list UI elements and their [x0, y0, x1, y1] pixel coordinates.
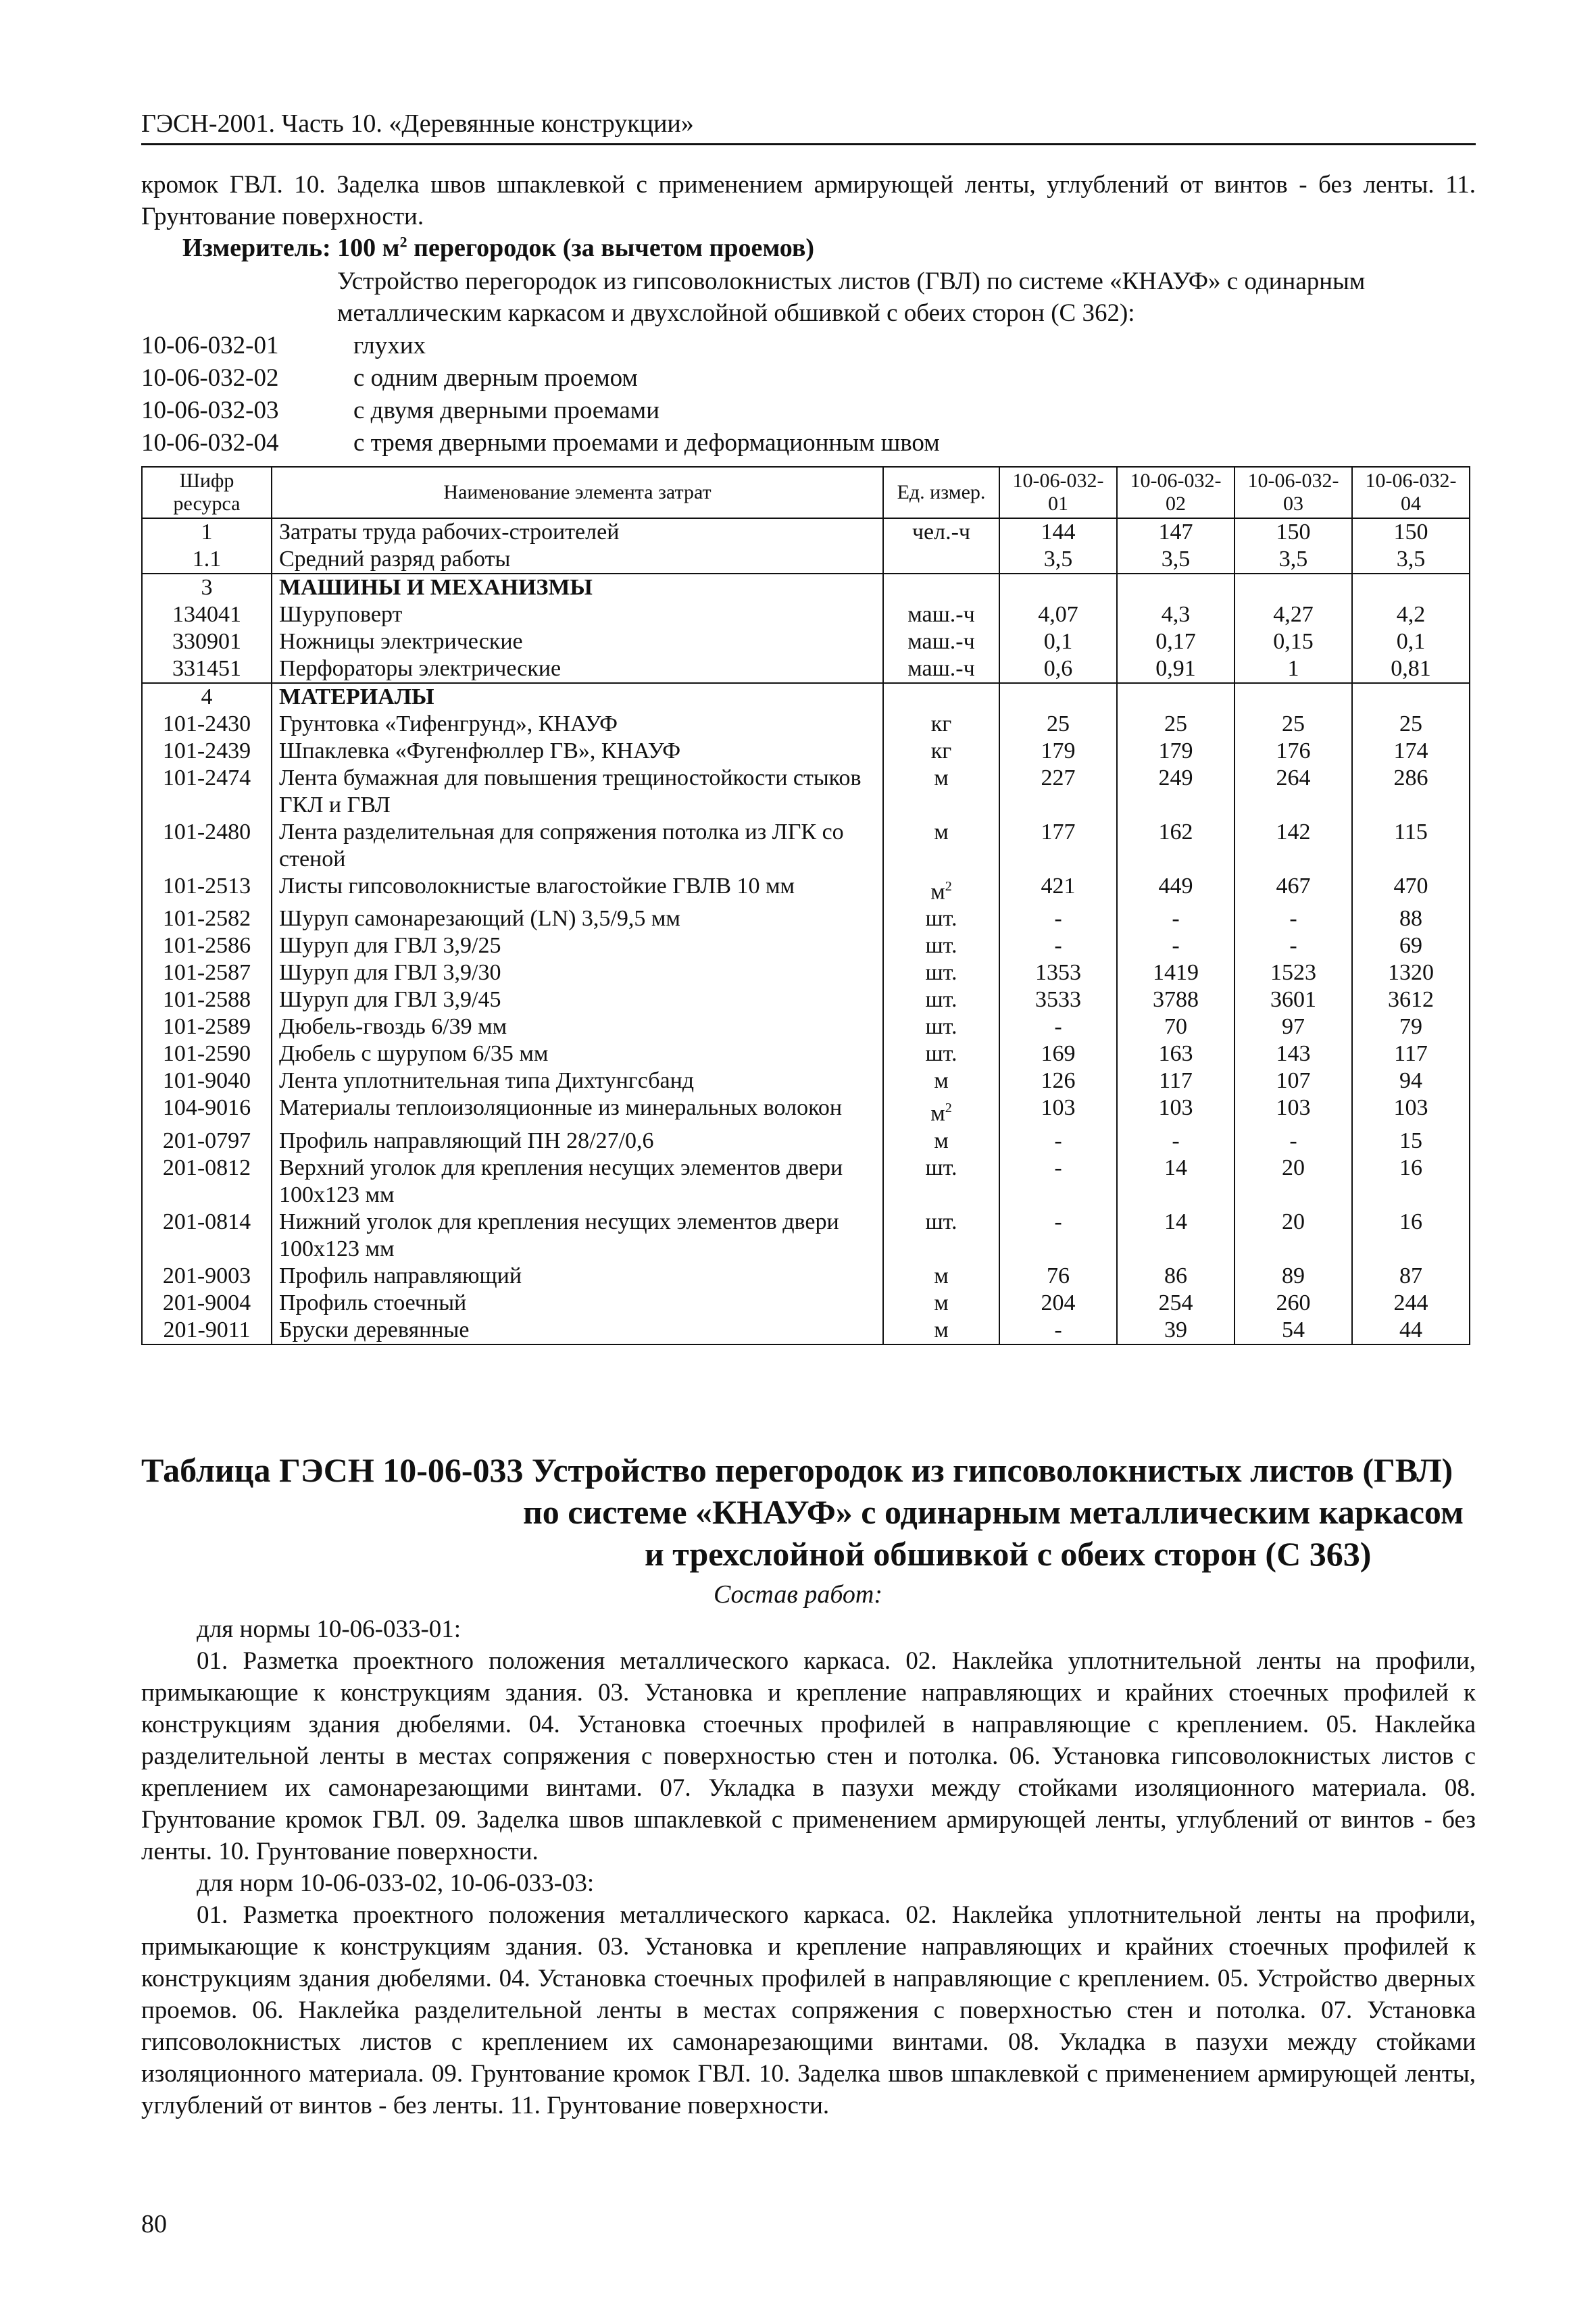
cell-value: 15: [1352, 1128, 1470, 1155]
cell-unit: [883, 765, 999, 819]
cell-unit: [883, 905, 999, 932]
col-header-c2: 10-06-032-02: [1117, 467, 1235, 518]
cell-unit: [883, 1317, 999, 1344]
col-header-c4: 10-06-032-04: [1352, 467, 1470, 518]
cell-name: Шпаклевка «Фугенфюллер ГВ», КНАУФ: [272, 738, 883, 765]
cell-value: 142: [1235, 819, 1352, 873]
cell-value: [999, 683, 1117, 711]
cell-value: 69: [1352, 932, 1470, 959]
cell-value: 25: [1235, 711, 1352, 738]
norm-codes-list: [141, 330, 1290, 459]
cell-value: 115: [1352, 819, 1470, 873]
norm-code: 10-06-032-01: [141, 332, 279, 359]
cell-name: Затраты труда рабочих-строителей: [272, 518, 883, 546]
cell-value: 20: [1235, 1209, 1352, 1263]
cell-code: 101-2430: [142, 711, 272, 738]
col-header-c3: 10-06-032-03: [1235, 467, 1352, 518]
cell-code: 3: [142, 574, 272, 601]
cell-value: 107: [1235, 1067, 1352, 1095]
cell-value: 0,91: [1117, 655, 1235, 683]
cell-unit-text: шт.: [925, 1014, 957, 1040]
cell-value: 286: [1352, 765, 1470, 819]
col-header-name: Наименование элемента затрат: [272, 467, 883, 518]
cell-unit-text: шт.: [925, 1209, 957, 1234]
cell-unit-text: шт.: [925, 906, 957, 932]
cell-unit: [883, 1040, 999, 1067]
cell-value: 179: [1117, 738, 1235, 765]
cell-unit: [883, 628, 999, 655]
cell-name: МАТЕРИАЛЫ: [272, 683, 883, 711]
cell-value: 1320: [1352, 959, 1470, 986]
cell-value: 117: [1117, 1067, 1235, 1095]
continued-text: [141, 169, 1476, 232]
cell-name: Шуруповерт: [272, 601, 883, 628]
cell-code: 330901: [142, 628, 272, 655]
cell-value: [999, 574, 1117, 601]
cell-value: -: [999, 1013, 1117, 1040]
cell-unit: [883, 574, 999, 601]
cell-value: 3612: [1352, 986, 1470, 1013]
resource-table: [141, 466, 1470, 1345]
cell-value: -: [999, 1317, 1117, 1344]
cell-value: 244: [1352, 1290, 1470, 1317]
cell-code: 1.1: [142, 546, 272, 574]
cell-value: 103: [1235, 1095, 1352, 1127]
table-row: [142, 1067, 1470, 1095]
cell-name: Нижний уголок для крепления несущих элементов двери 100х123 мм: [272, 1209, 883, 1263]
cell-unit: [883, 1067, 999, 1095]
cell-unit-text: м: [934, 820, 949, 845]
cell-value: 103: [1352, 1095, 1470, 1127]
cell-unit-text: шт.: [925, 1041, 957, 1067]
table-row: [142, 986, 1470, 1013]
cell-name: Перфораторы электрические: [272, 655, 883, 683]
norm-code: 10-06-032-03: [141, 397, 279, 424]
table-row: [142, 601, 1470, 628]
cell-unit-text: м: [934, 765, 949, 790]
cell-code: 4: [142, 683, 272, 711]
cell-code: 101-9040: [142, 1067, 272, 1095]
cell-name: Материалы теплоизоляционные из минеральных волокон: [272, 1095, 883, 1127]
cell-code: 101-2589: [142, 1013, 272, 1040]
cell-value: -: [999, 905, 1117, 932]
cell-value: 150: [1352, 518, 1470, 546]
cell-unit-text: м: [934, 1317, 949, 1342]
table-row: [142, 518, 1470, 546]
cell-unit-text: чел.-ч: [912, 520, 971, 545]
cell-value: -: [1235, 1128, 1352, 1155]
cell-value: 25: [1352, 711, 1470, 738]
cell-name: Шуруп для ГВЛ 3,9/25: [272, 932, 883, 959]
cell-name: Профиль направляющий ПН 28/27/0,6: [272, 1128, 883, 1155]
cell-name: Бруски деревянные: [272, 1317, 883, 1344]
meter-line: [182, 233, 814, 263]
cell-unit: [883, 1209, 999, 1263]
cell-code: 101-2587: [142, 959, 272, 986]
table-title-line3: и трехслойной обшивкой с обеих сторон (С 363): [645, 1535, 1372, 1573]
cell-value: 176: [1235, 738, 1352, 765]
cell-code: 101-2513: [142, 873, 272, 905]
cell-value: 44: [1352, 1317, 1470, 1344]
cell-code: 101-2586: [142, 932, 272, 959]
cell-value: 260: [1235, 1290, 1352, 1317]
table-row: [142, 1263, 1470, 1290]
cell-value: 3,5: [1117, 546, 1235, 574]
cell-unit: [883, 1290, 999, 1317]
cell-code: 101-2588: [142, 986, 272, 1013]
cell-value: -: [1235, 932, 1352, 959]
cell-value: 0,1: [999, 628, 1117, 655]
cell-unit-text: шт.: [925, 960, 957, 986]
cell-unit: [883, 518, 999, 546]
work-composition: [141, 1613, 1476, 2121]
table-row: [142, 655, 1470, 683]
cell-value: 97: [1235, 1013, 1352, 1040]
cell-value: 143: [1235, 1040, 1352, 1067]
cell-value: 449: [1117, 873, 1235, 905]
table-row: [142, 819, 1470, 873]
cell-unit-text: маш.-ч: [907, 629, 975, 654]
cell-unit-text: маш.-ч: [907, 656, 975, 681]
cell-value: 227: [999, 765, 1117, 819]
cell-unit: [883, 601, 999, 628]
meter-suffix: перегородок (за вычетом проемов): [407, 234, 815, 262]
cell-value: 16: [1352, 1209, 1470, 1263]
norm-code: 10-06-032-04: [141, 429, 279, 457]
cell-value: 147: [1117, 518, 1235, 546]
table-row: [142, 683, 1470, 711]
norm-code-row: [141, 427, 1290, 459]
cell-value: [1117, 574, 1235, 601]
norm-code: 10-06-032-02: [141, 364, 279, 392]
norm2-text: 01. Разметка проектного положения металлического каркаса. 02. Наклейка уплотнительной ленты на профили, примыкающие к конструкциям здания. 03. Установка и крепление направляющих и крайних стоечных профилей к конструкциям здания дюбелями. 04. Установка стоечных профилей в направляющие с креплением. 05. Устройство дверных проемов. 06. Наклейка разделительной ленты в местах сопряжения с поверхностью стен и потолка. 07. Установка гипсоволокнистых листов с креплением их самонарезающими винтами. 08. Укладка в пазухи между стойками изоляционного материала. 09. Грунтование кромок ГВЛ. 10. Заделка швов шпаклевкой с применением армирующей ленты, углублений от винтов - без ленты. 11. Грунтование поверхности.: [141, 1901, 1476, 2119]
table-row: [142, 1013, 1470, 1040]
cell-unit: [883, 655, 999, 683]
running-header: ГЭСН-2001. Часть 10. «Деревянные конструкции»: [141, 108, 1476, 145]
cell-value: 89: [1235, 1263, 1352, 1290]
cell-name: Шуруп для ГВЛ 3,9/45: [272, 986, 883, 1013]
cell-value: -: [1235, 905, 1352, 932]
cell-value: 4,27: [1235, 601, 1352, 628]
table-row: [142, 628, 1470, 655]
cell-unit-text: м: [934, 1128, 949, 1153]
cell-value: 1523: [1235, 959, 1352, 986]
cell-code: 201-0797: [142, 1128, 272, 1155]
cell-value: 70: [1117, 1013, 1235, 1040]
norm-desc: с одним дверным проемом: [353, 364, 638, 392]
cell-unit: [883, 959, 999, 986]
cell-value: 4,07: [999, 601, 1117, 628]
cell-unit-text: шт.: [925, 987, 957, 1013]
table-row: [142, 738, 1470, 765]
cell-value: 254: [1117, 1290, 1235, 1317]
cell-unit-text: шт.: [925, 933, 957, 959]
cell-unit-text: м: [934, 1290, 949, 1315]
table-row: [142, 546, 1470, 574]
cell-name: Шуруп для ГВЛ 3,9/30: [272, 959, 883, 986]
col-header-c1: 10-06-032-01: [999, 467, 1117, 518]
cell-value: 204: [999, 1290, 1117, 1317]
cell-value: 87: [1352, 1263, 1470, 1290]
meter-sup: 2: [399, 233, 407, 251]
cell-name: Профиль стоечный: [272, 1290, 883, 1317]
table-row: [142, 1040, 1470, 1067]
top-paragraph: кромок ГВЛ. 10. Заделка швов шпаклевкой с применением армирующей ленты, углублений от винтов - без ленты. 11. Грунтование поверхности.: [141, 171, 1476, 230]
cell-value: 103: [999, 1095, 1117, 1127]
cell-unit-text: шт.: [925, 1155, 957, 1180]
cell-unit-text: маш.-ч: [907, 602, 975, 627]
intro-text: Устройство перегородок из гипсоволокнистых листов (ГВЛ) по системе «КНАУФ» с одинарным металлическим каркасом и двухслойной обшивкой с обеих сторон (С 362):: [337, 268, 1366, 327]
cell-unit-text: м: [930, 879, 945, 905]
norm1-text: 01. Разметка проектного положения металлического каркаса. 02. Наклейка уплотнительной ленты на профили, примыкающие к конструкциям здания. 03. Установка и крепление направляющих и крайних стоечных профилей к конструкциям здания дюбелями. 04. Установка стоечных профилей в направляющие с креплением. 05. Наклейка разделительной ленты в местах сопряжения с поверхностью стен и потолка. 06. Установка гипсоволокнистых листов с креплением их самонарезающими винтами. 07. Укладка в пазухи между стойками изоляционного материала. 08. Грунтование кромок ГВЛ. 09. Заделка швов шпаклевкой с применением армирующей ленты, углублений от винтов - без ленты. 10. Грунтование поверхности.: [141, 1647, 1476, 1865]
norm-desc: глухих: [353, 332, 426, 359]
cell-value: 117: [1352, 1040, 1470, 1067]
cell-value: 174: [1352, 738, 1470, 765]
page-number: 80: [141, 2210, 167, 2238]
cell-value: 86: [1117, 1263, 1235, 1290]
table-row: [142, 959, 1470, 986]
cell-name: Листы гипсоволокнистые влагостойкие ГВЛВ 10 мм: [272, 873, 883, 905]
cell-name: Верхний уголок для крепления несущих элементов двери 100х123 мм: [272, 1155, 883, 1209]
cell-value: 0,15: [1235, 628, 1352, 655]
cell-code: 201-0812: [142, 1155, 272, 1209]
cell-unit: [883, 1155, 999, 1209]
cell-value: 25: [1117, 711, 1235, 738]
cell-name: Лента бумажная для повышения трещиностойкости стыков ГКЛ и ГВЛ: [272, 765, 883, 819]
cell-value: -: [1117, 932, 1235, 959]
cell-unit-text: кг: [930, 711, 952, 736]
table-row: [142, 765, 1470, 819]
cell-unit: [883, 738, 999, 765]
cell-code: 331451: [142, 655, 272, 683]
cell-code: 201-0814: [142, 1209, 272, 1263]
table-row: [142, 1155, 1470, 1209]
cell-unit: [883, 932, 999, 959]
cell-value: [1117, 683, 1235, 711]
cell-value: [1235, 574, 1352, 601]
table-row: [142, 1128, 1470, 1155]
table-row: [142, 711, 1470, 738]
cell-code: 101-2439: [142, 738, 272, 765]
cell-value: -: [999, 1209, 1117, 1263]
cell-name: Профиль направляющий: [272, 1263, 883, 1290]
cell-value: 1: [1235, 655, 1352, 683]
cell-name: Ножницы электрические: [272, 628, 883, 655]
table-body: [142, 518, 1470, 1344]
col-header-unit: Ед. измер.: [883, 467, 999, 518]
cell-value: [1235, 683, 1352, 711]
cell-value: 39: [1117, 1317, 1235, 1344]
cell-code: 201-9004: [142, 1290, 272, 1317]
meter-prefix: Измеритель: 100 м: [182, 234, 400, 262]
norm-desc: с тремя дверными проемами и деформационным швом: [353, 429, 940, 457]
cell-unit: [883, 711, 999, 738]
cell-value: 14: [1117, 1209, 1235, 1263]
cell-value: 103: [1117, 1095, 1235, 1127]
norm-code-row: [141, 330, 1290, 362]
cell-value: [1352, 574, 1470, 601]
cell-code: 101-2582: [142, 905, 272, 932]
cell-unit-text: м: [930, 1101, 945, 1126]
cell-value: -: [1117, 905, 1235, 932]
cell-unit-text: кг: [930, 738, 952, 763]
cell-value: 150: [1235, 518, 1352, 546]
cell-value: 126: [999, 1067, 1117, 1095]
cell-name: Грунтовка «Тифенгрунд», КНАУФ: [272, 711, 883, 738]
cell-value: 54: [1235, 1317, 1352, 1344]
norm1-label: для нормы 10-06-033-01:: [197, 1615, 462, 1643]
cell-value: -: [1117, 1128, 1235, 1155]
cell-value: 76: [999, 1263, 1117, 1290]
cell-value: 3,5: [999, 546, 1117, 574]
cell-unit-text: м: [934, 1068, 949, 1094]
cell-value: 0,6: [999, 655, 1117, 683]
cell-code: 201-9011: [142, 1317, 272, 1344]
col-header-code: Шифр ресурса: [142, 467, 272, 518]
cell-code: 101-2590: [142, 1040, 272, 1067]
cell-unit-text: м: [934, 1263, 949, 1288]
cell-value: 179: [999, 738, 1117, 765]
cell-name: Дюбель-гвоздь 6/39 мм: [272, 1013, 883, 1040]
cell-value: 3533: [999, 986, 1117, 1013]
cell-value: 14: [1117, 1155, 1235, 1209]
cell-value: 264: [1235, 765, 1352, 819]
table-row: [142, 873, 1470, 905]
cell-value: 88: [1352, 905, 1470, 932]
cell-code: 201-9003: [142, 1263, 272, 1290]
cell-value: 162: [1117, 819, 1235, 873]
table-row: [142, 1290, 1470, 1317]
cell-value: 467: [1235, 873, 1352, 905]
cell-code: 104-9016: [142, 1095, 272, 1127]
cell-value: [1352, 683, 1470, 711]
cell-unit: [883, 1128, 999, 1155]
cell-value: 0,17: [1117, 628, 1235, 655]
cell-unit: [883, 873, 999, 905]
cell-unit: [883, 986, 999, 1013]
cell-code: 101-2474: [142, 765, 272, 819]
table-row: [142, 1317, 1470, 1344]
table-row: [142, 574, 1470, 601]
cell-value: 1419: [1117, 959, 1235, 986]
cell-name: Лента разделительная для сопряжения потолка из ЛГК со стеной: [272, 819, 883, 873]
table-title-line1: Таблица ГЭСН 10-06-033 Устройство перегородок из гипсоволокнистых листов (ГВЛ): [141, 1451, 1453, 1489]
cell-code: 134041: [142, 601, 272, 628]
cell-value: 79: [1352, 1013, 1470, 1040]
cell-value: 421: [999, 873, 1117, 905]
cell-value: 144: [999, 518, 1117, 546]
cell-value: 20: [1235, 1155, 1352, 1209]
composition-label: Состав работ:: [713, 1580, 883, 1609]
cell-value: 94: [1352, 1067, 1470, 1095]
cell-value: 3,5: [1235, 546, 1352, 574]
cell-value: -: [999, 932, 1117, 959]
cell-value: 0,1: [1352, 628, 1470, 655]
cell-value: 470: [1352, 873, 1470, 905]
cell-value: 3,5: [1352, 546, 1470, 574]
table-row: [142, 905, 1470, 932]
cell-unit-sup: 2: [945, 879, 952, 894]
table-title: [141, 1449, 1476, 1575]
cell-name: Средний разряд работы: [272, 546, 883, 574]
cell-unit: [883, 1013, 999, 1040]
table-row: [142, 1209, 1470, 1263]
cell-value: 0,81: [1352, 655, 1470, 683]
cell-name: Дюбель с шурупом 6/35 мм: [272, 1040, 883, 1067]
cell-unit: [883, 683, 999, 711]
norm-desc: с двумя дверными проемами: [353, 397, 659, 424]
cell-code: 1: [142, 518, 272, 546]
cell-name: Шуруп самонарезающий (LN) 3,5/9,5 мм: [272, 905, 883, 932]
cell-value: 4,3: [1117, 601, 1235, 628]
cell-code: 101-2480: [142, 819, 272, 873]
cell-value: -: [999, 1155, 1117, 1209]
cell-value: 1353: [999, 959, 1117, 986]
cell-unit: [883, 1095, 999, 1127]
cell-value: -: [999, 1128, 1117, 1155]
cell-value: 3788: [1117, 986, 1235, 1013]
norm2-label: для норм 10-06-033-02, 10-06-033-03:: [197, 1869, 595, 1897]
cell-value: 4,2: [1352, 601, 1470, 628]
cell-value: 163: [1117, 1040, 1235, 1067]
cell-value: 169: [999, 1040, 1117, 1067]
cell-value: 16: [1352, 1155, 1470, 1209]
table-header-row: [142, 467, 1470, 518]
cell-name: Лента уплотнительная типа Дихтунгсбанд: [272, 1067, 883, 1095]
cell-value: 3601: [1235, 986, 1352, 1013]
cell-unit: [883, 546, 999, 574]
cell-value: 177: [999, 819, 1117, 873]
cell-name: МАШИНЫ И МЕХАНИЗМЫ: [272, 574, 883, 601]
norm-code-row: [141, 362, 1290, 395]
norm-code-row: [141, 395, 1290, 427]
cell-unit-sup: 2: [945, 1101, 952, 1116]
table-row: [142, 932, 1470, 959]
cell-value: 249: [1117, 765, 1235, 819]
cell-unit: [883, 819, 999, 873]
table-row: [142, 1095, 1470, 1127]
cell-unit: [883, 1263, 999, 1290]
cell-value: 25: [999, 711, 1117, 738]
table-title-line2: по системе «КНАУФ» с одинарным металлическим каркасом: [523, 1493, 1464, 1531]
